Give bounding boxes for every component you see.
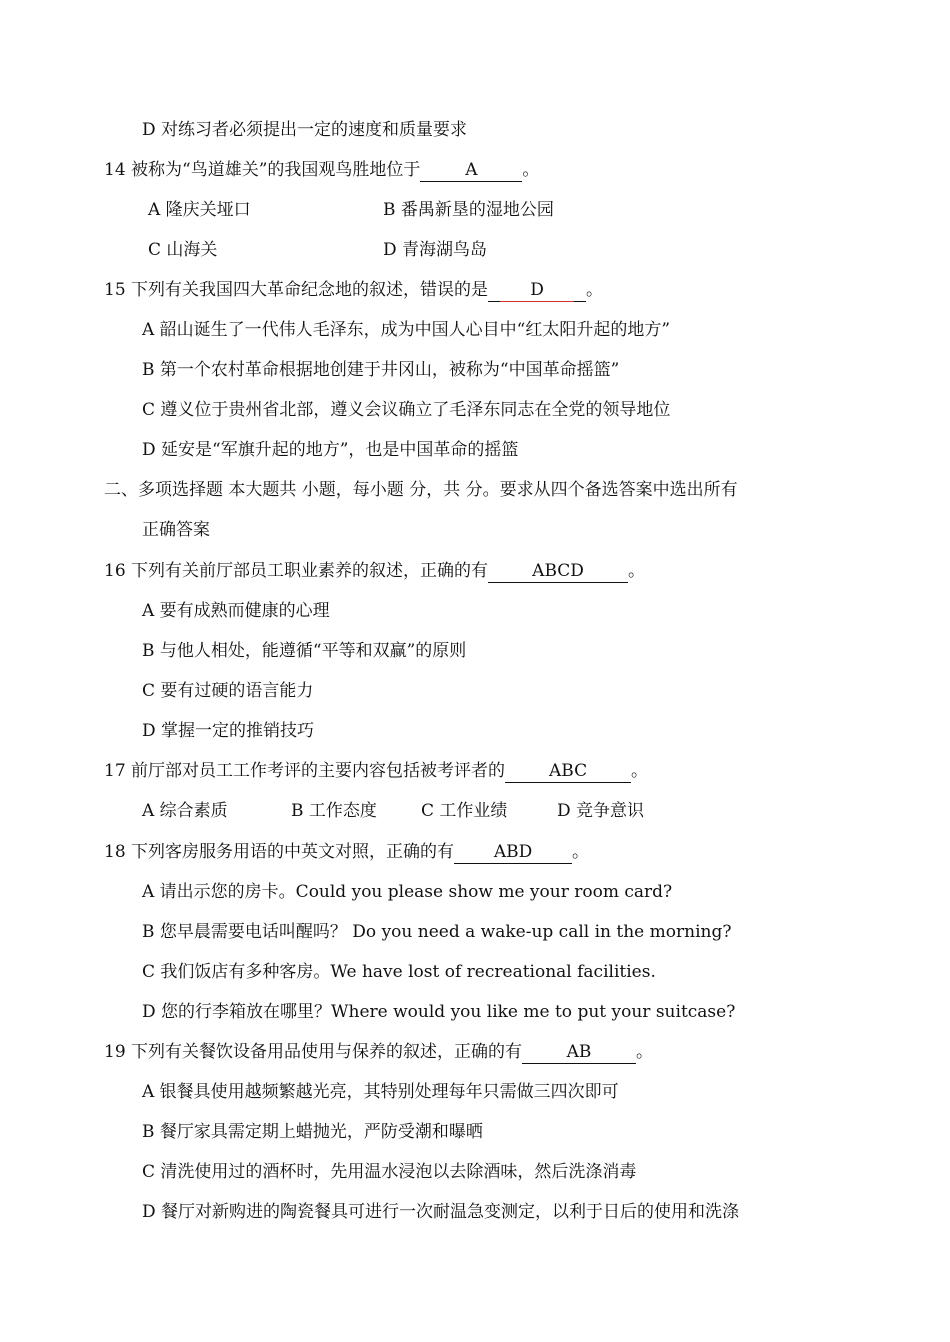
question-19-option-c: C 清洗使用过的酒杯时，先用温水浸泡以去除酒味，然后洗涤消毒 [142, 1162, 637, 1182]
question-14-end: 。 [522, 160, 540, 180]
question-16-stem: 16 下列有关前厅部员工职业素养的叙述，正确的有 [104, 561, 489, 581]
question-15-stem: 15 下列有关我国四大革命纪念地的叙述，错误的是 [104, 280, 489, 300]
question-15-end: 。 [586, 280, 604, 300]
question-14-answer: A [420, 160, 522, 182]
question-16 [104, 559, 645, 583]
question-18-option-a: A 请出示您的房卡。Could you please show me your room card? [142, 882, 673, 902]
question-16-end: 。 [628, 561, 646, 581]
question-14-option-d: D 青海湖鸟岛 [383, 240, 488, 260]
question-17-option-a: A 综合素质 [142, 801, 228, 821]
question-19-answer: AB [522, 1042, 636, 1064]
q13-option-d: D 对练习者必须提出一定的速度和质量要求 [142, 120, 468, 140]
question-14-stem: 14 被称为“鸟道雄关”的我国观鸟胜地位于 [104, 160, 421, 180]
question-16-option-d: D 掌握一定的推销技巧 [142, 721, 315, 741]
question-17-option-c: C 工作业绩 [421, 801, 508, 821]
question-15-option-c: C 遵义位于贵州省北部，遵义会议确立了毛泽东同志在全党的领导地位 [142, 400, 671, 420]
question-15 [104, 278, 603, 302]
question-19-option-b: B 餐厅家具需定期上蜡抛光，严防受潮和曝晒 [142, 1122, 483, 1142]
question-15-option-b: B 第一个农村革命根据地创建于井冈山，被称为“中国革命摇篮” [142, 360, 620, 380]
question-17-answer: ABC [505, 761, 631, 783]
question-16-answer: ABCD [488, 561, 628, 583]
question-17-end: 。 [631, 761, 649, 781]
question-19 [104, 1040, 653, 1064]
question-16-option-a: A 要有成熟而健康的心理 [142, 601, 330, 621]
question-18-option-d: D 您的行李箱放在哪里？Where would you like me to put your suitcase? [142, 1002, 736, 1022]
question-15-answer: D [488, 280, 586, 302]
question-17-option-b: B 工作态度 [291, 801, 377, 821]
question-17-stem: 17 前厅部对员工工作考评的主要内容包括被考评者的 [104, 761, 506, 781]
question-15-option-a: A 韶山诞生了一代伟人毛泽东，成为中国人心目中“红太阳升起的地方” [142, 320, 671, 340]
question-18-option-c: C 我们饭店有多种客房。We have lost of recreational facilities. [142, 962, 656, 982]
question-18-option-b: B 您早晨需要电话叫醒吗？ Do you need a wake-up call in the morning? [142, 922, 732, 942]
question-19-option-d: D 餐厅对新购进的陶瓷餐具可进行一次耐温急变测定，以利于日后的使用和洗涤 [142, 1202, 740, 1222]
question-19-end: 。 [636, 1042, 654, 1062]
section-2-heading: 二、多项选择题 本大题共 小题，每小题 分，共 分。要求从四个备选答案中选出所有 [104, 480, 738, 500]
question-15-option-d: D 延安是“军旗升起的地方”，也是中国革命的摇篮 [142, 440, 519, 460]
question-16-option-c: C 要有过硬的语言能力 [142, 681, 314, 701]
question-14-option-c: C 山海关 [148, 240, 218, 260]
question-18 [104, 840, 589, 864]
question-19-stem: 19 下列有关餐饮设备用品使用与保养的叙述，正确的有 [104, 1042, 523, 1062]
question-14-option-a: A 隆庆关垭口 [148, 200, 251, 220]
question-14 [104, 158, 539, 182]
question-18-stem: 18 下列客房服务用语的中英文对照，正确的有 [104, 842, 455, 862]
section-2-heading-cont: 正确答案 [142, 520, 210, 540]
question-19-option-a: A 银餐具使用越频繁越光亮，其特别处理每年只需做三四次即可 [142, 1082, 619, 1102]
question-17-option-d: D 竞争意识 [557, 801, 645, 821]
question-16-option-b: B 与他人相处，能遵循“平等和双赢”的原则 [142, 641, 467, 661]
question-14-option-b: B 番禺新垦的湿地公园 [383, 200, 554, 220]
question-17 [104, 759, 648, 783]
question-18-answer: ABD [454, 842, 572, 864]
question-18-end: 。 [572, 842, 590, 862]
